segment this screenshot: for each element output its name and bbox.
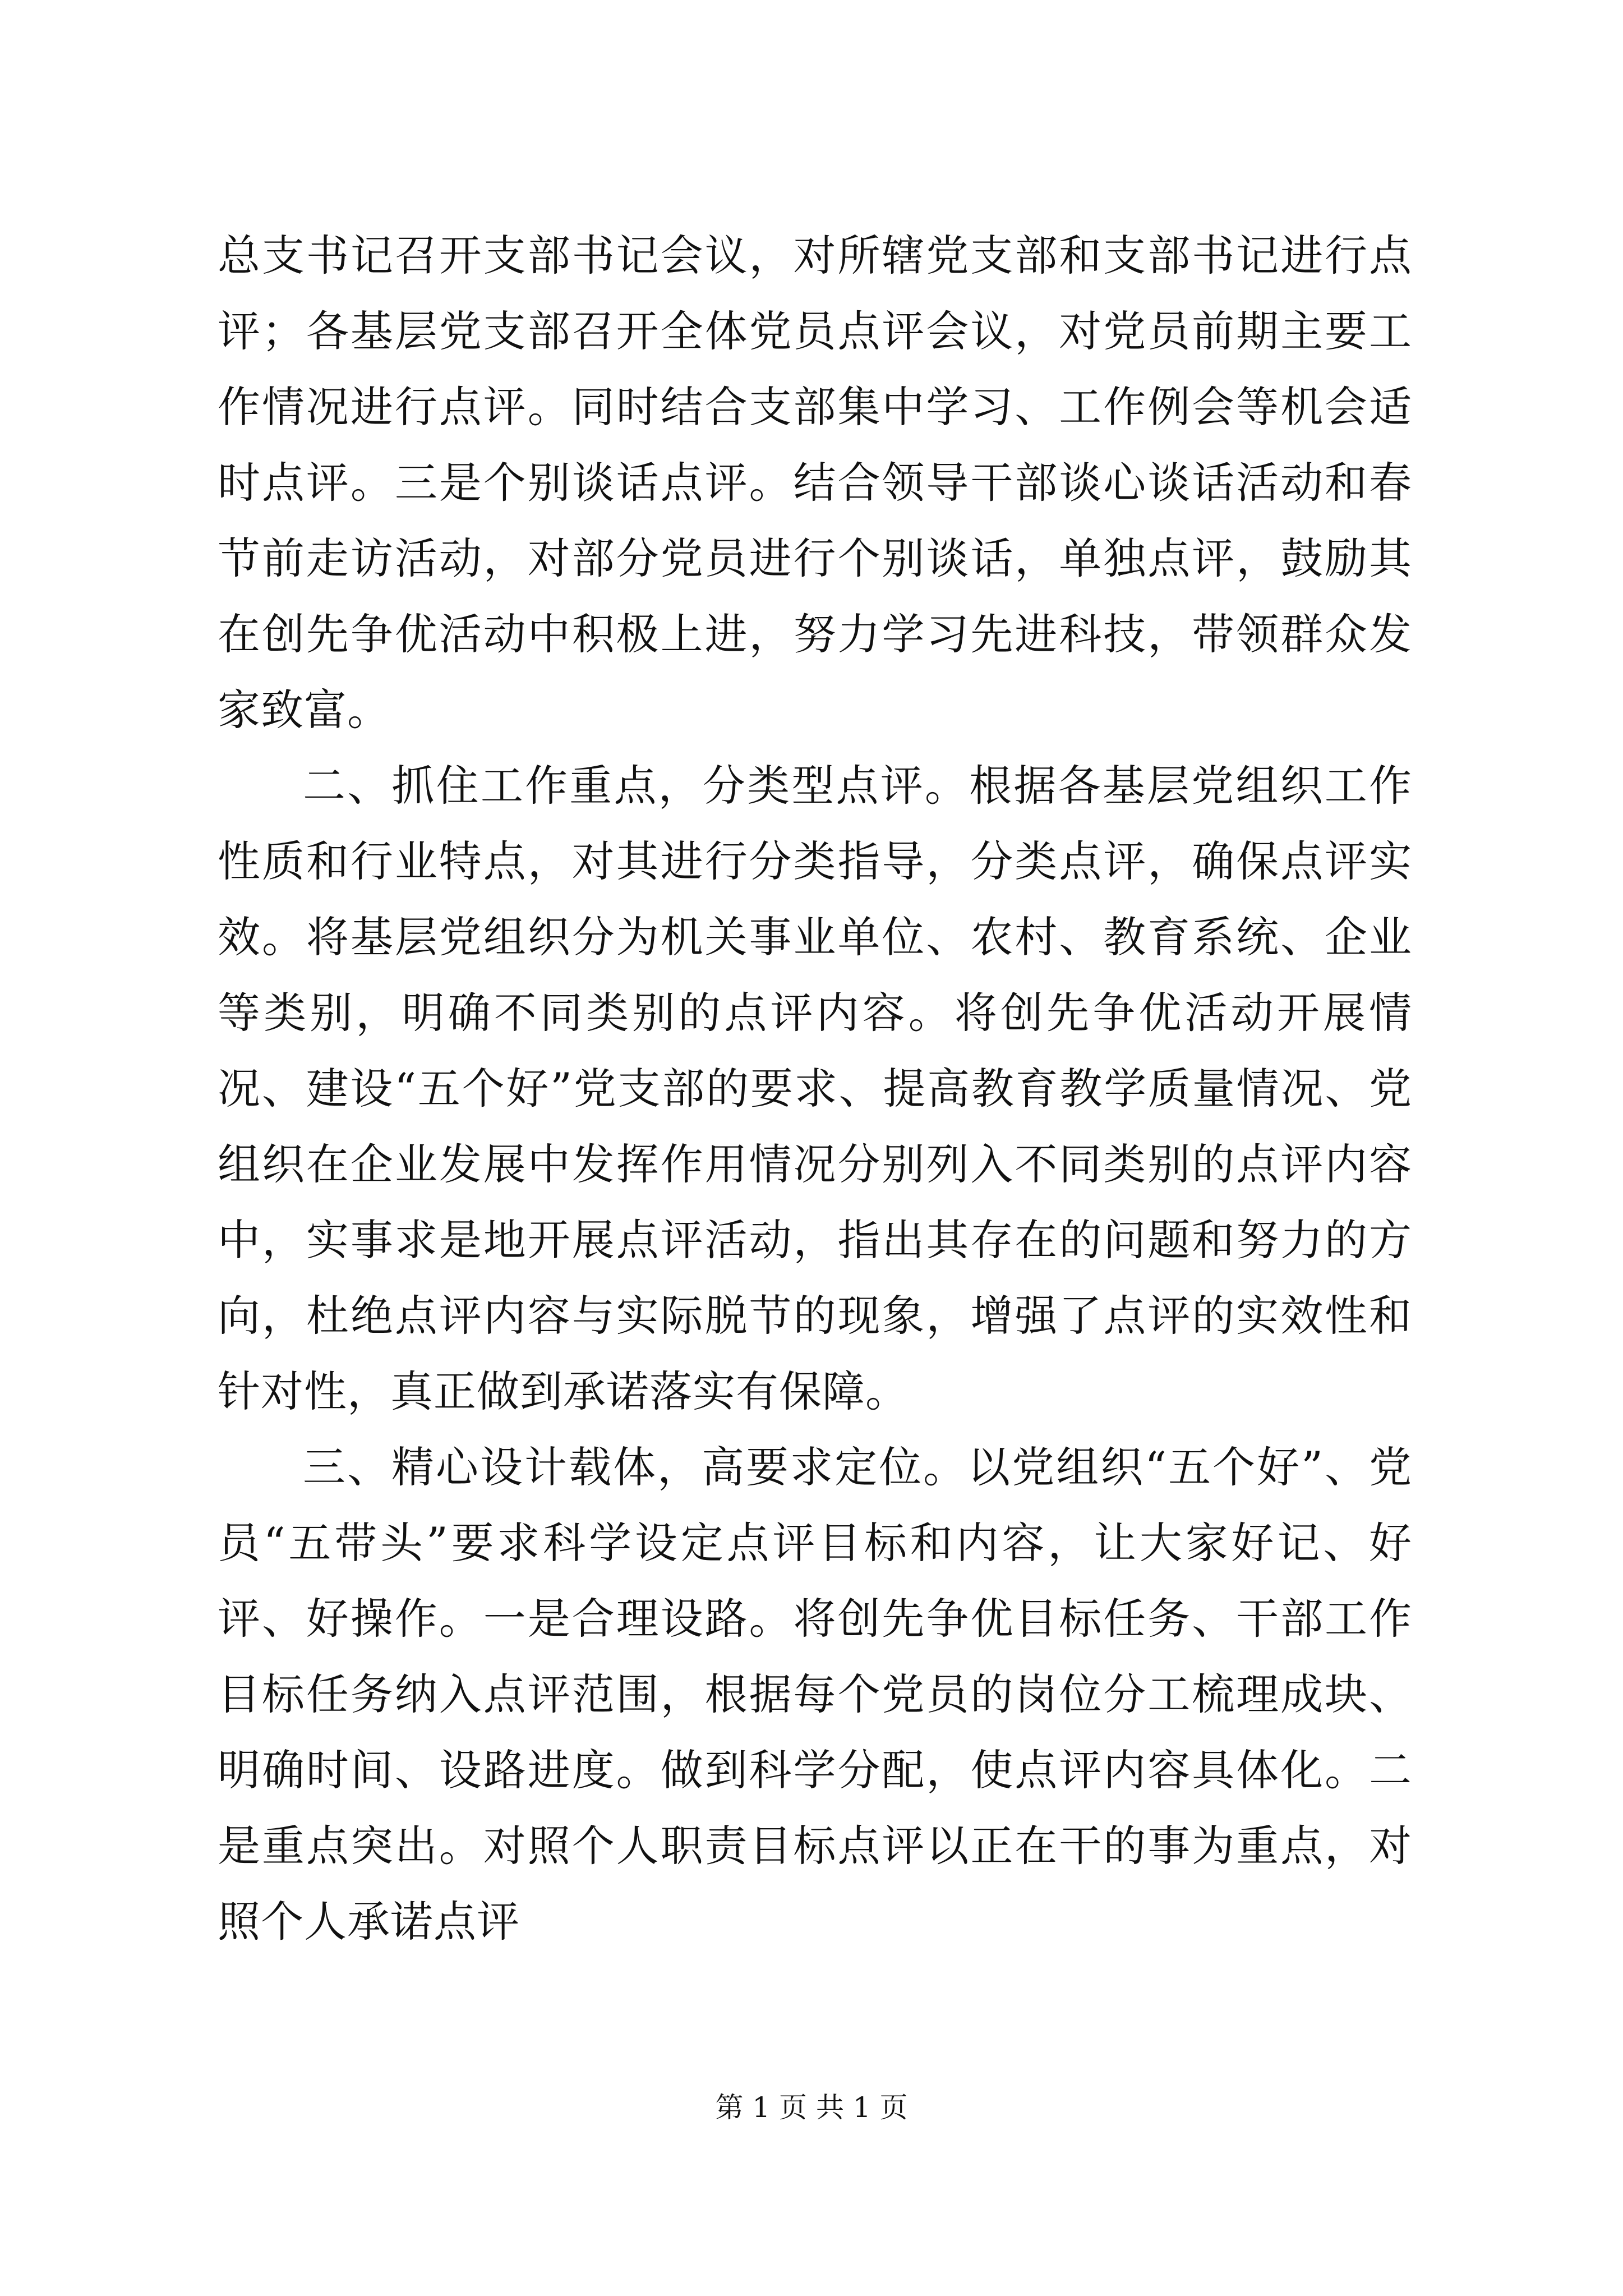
paragraph-2: 二、抓住工作重点，分类型点评。根据各基层党组织工作性质和行业特点，对其进行分类指导，分类点评，确保点评实效。将基层党组织分为机关事业单位、农村、教育系统、企业等类别，明确不同类别的点评内容。将创先争优活动开展情况、建设“五个好”党支部的要求、提高教育教学质量情况、党组织在企业发展中发挥作用情况分别列入不同类别的点评内容中，实事求是地开展点评活动，指出其存在的问题和努力的方向，杜绝点评内容与实际脱节的现象，增强了点评的实效性和针对性，真正做到承诺落实有保障。 bbox=[218, 761, 1412, 1416]
paragraph-3: 三、精心设计载体，高要求定位。以党组织“五个好”、党员“五带头”要求科学设定点评目标和内容，让大家好记、好评、好操作。一是合理设路。将创先争优目标任务、干部工作目标任务纳入点评范围，根据每个党员的岗位分工梳理成块、明确时间、设路进度。做到科学分配，使点评内容具体化。二是重点突出。对照个人职责目标点评以正在干的事为重点，对照个人承诺点评 bbox=[218, 1442, 1412, 1947]
page-footer: 第 1 页 共 1 页 bbox=[715, 2091, 908, 2124]
paragraph-1: 总支书记召开支部书记会议，对所辖党支部和支部书记进行点评；各基层党支部召开全体党员点评会议，对党员前期主要工作情况进行点评。同时结合支部集中学习、工作例会等机会适时点评。三是个别谈话点评。结合领导干部谈心谈话活动和春节前走访活动，对部分党员进行个别谈话，单独点评，鼓励其在创先争优活动中积极上进，努力学习先进科技，带领群众发家致富。 bbox=[218, 231, 1412, 735]
document-body bbox=[218, 218, 1412, 1959]
